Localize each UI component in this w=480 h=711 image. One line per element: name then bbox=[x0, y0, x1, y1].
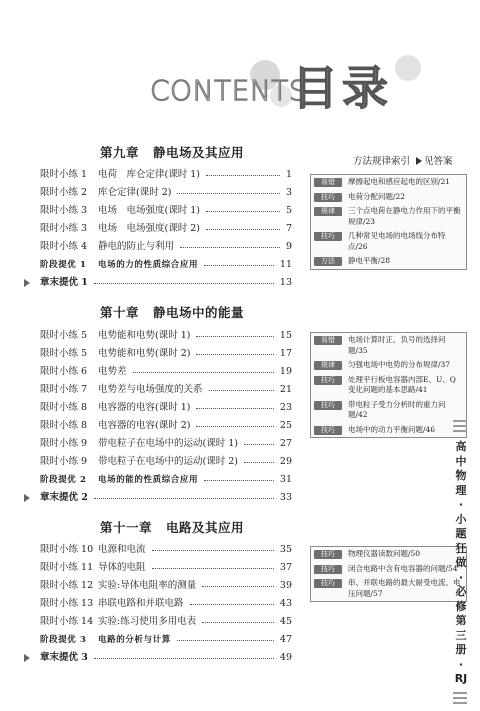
triangle-right-icon bbox=[24, 494, 30, 502]
toc-row-title: 电容器的电容(课时 1) bbox=[98, 402, 191, 413]
toc-row-title: 静电的防止与利用 bbox=[98, 241, 175, 252]
leader-dots bbox=[206, 175, 280, 176]
toc-row-title: 导体的电阻 bbox=[98, 562, 146, 573]
toc-row[interactable] bbox=[20, 363, 292, 381]
banner-char: 册 bbox=[455, 643, 467, 656]
toc-row-page: 7 bbox=[285, 223, 292, 234]
chapter-number: 第十章 bbox=[100, 305, 140, 320]
toc-row-page: 43 bbox=[279, 598, 292, 609]
banner-char: 小 bbox=[455, 512, 467, 526]
toc-row[interactable] bbox=[20, 327, 292, 345]
banner-char: 理 bbox=[455, 483, 467, 497]
banner-char: 修 bbox=[455, 599, 467, 613]
toc-row-title: 电源和电流 bbox=[98, 544, 146, 555]
leader-dots bbox=[244, 444, 274, 445]
method-item[interactable] bbox=[311, 398, 466, 423]
method-tag: 技巧 bbox=[314, 550, 342, 559]
toc-row-label: 章末提优 1 bbox=[40, 277, 88, 288]
leader-dots bbox=[152, 550, 274, 551]
chapter-heading bbox=[100, 303, 244, 321]
toc-row[interactable] bbox=[20, 577, 292, 595]
toc-row-page: 33 bbox=[279, 492, 292, 503]
toc-row-title: 电场 电场强度(课时 1) bbox=[98, 205, 200, 216]
method-item[interactable] bbox=[311, 254, 466, 269]
banner-char: · bbox=[458, 570, 464, 584]
method-item[interactable] bbox=[311, 333, 466, 358]
method-text: 电场计算时正、负号的选择问题/35 bbox=[348, 335, 446, 355]
banner-char: 狂 bbox=[455, 541, 467, 555]
method-item[interactable] bbox=[311, 175, 466, 190]
method-tag: 规律 bbox=[314, 361, 342, 370]
method-box bbox=[310, 174, 467, 270]
method-item[interactable] bbox=[311, 229, 466, 254]
method-tag: 技巧 bbox=[314, 401, 342, 410]
leader-dots bbox=[177, 640, 274, 641]
toc-row-title: 电荷 库仑定律(课时 1) bbox=[98, 169, 200, 180]
banner-char: 必 bbox=[455, 585, 467, 598]
chapter-heading bbox=[100, 518, 244, 536]
toc-row-title: 电场 电场强度(课时 2) bbox=[98, 223, 200, 234]
method-text: 电场中的动力平衡问题/46 bbox=[348, 424, 436, 434]
method-item[interactable] bbox=[311, 204, 466, 229]
method-tag: 方法 bbox=[314, 257, 342, 266]
method-tag: 易错 bbox=[314, 336, 342, 345]
toc-row-title: 库仑定律(课时 2) bbox=[98, 187, 172, 198]
method-text: 静电平衡/28 bbox=[348, 256, 391, 265]
banner-stripe bbox=[453, 697, 467, 699]
banner-stripe bbox=[453, 430, 467, 432]
method-text: 串、并联电路的最大耐受电流、电压问题/57 bbox=[348, 578, 461, 598]
toc-row-label: 限时小练 8 bbox=[40, 420, 88, 431]
toc-row-label: 限时小练 13 bbox=[40, 598, 94, 609]
decorative-blob bbox=[395, 55, 421, 81]
leader-dots bbox=[202, 586, 274, 587]
leader-dots bbox=[180, 247, 280, 248]
toc-row-page: 1 bbox=[285, 169, 292, 180]
contents-title-en: CONTENTS bbox=[150, 74, 308, 107]
leader-dots bbox=[177, 193, 280, 194]
leader-dots bbox=[196, 354, 274, 355]
leader-dots bbox=[190, 604, 274, 605]
toc-row-page: 25 bbox=[279, 420, 292, 431]
arrow-right-icon bbox=[416, 157, 422, 165]
toc-row[interactable] bbox=[20, 202, 292, 220]
toc-row-label: 限时小练 5 bbox=[40, 330, 88, 341]
toc-row[interactable] bbox=[20, 184, 292, 202]
method-tag: 技巧 bbox=[314, 579, 342, 588]
method-box bbox=[310, 332, 467, 438]
leader-dots bbox=[196, 336, 274, 337]
toc-row-page: 13 bbox=[279, 277, 292, 288]
method-text: 闭合电路中含有电容器的问题/54 bbox=[348, 563, 458, 573]
method-text: 匀强电场中电势的分布规律/37 bbox=[348, 360, 451, 369]
toc-row[interactable] bbox=[20, 559, 292, 577]
see-answers-label: 见答案 bbox=[424, 156, 453, 167]
toc-row-label: 限时小练 3 bbox=[40, 205, 88, 216]
method-item[interactable] bbox=[311, 576, 466, 601]
toc-row[interactable] bbox=[20, 489, 292, 507]
toc-row-label: 限时小练 2 bbox=[40, 187, 88, 198]
leader-dots bbox=[94, 658, 274, 659]
side-banner bbox=[452, 440, 470, 687]
leader-dots bbox=[244, 462, 274, 463]
method-text: 几种常见电场的电场线分布特点/26 bbox=[348, 231, 446, 251]
toc-row-title: 实验:导体电阻率的测量 bbox=[98, 580, 197, 591]
toc-row[interactable] bbox=[20, 345, 292, 363]
leader-dots bbox=[152, 568, 274, 569]
toc-row-page: 21 bbox=[279, 384, 292, 395]
toc-row-page: 29 bbox=[279, 456, 292, 467]
toc-row-title: 带电粒子在电场中的运动(课时 1) bbox=[98, 438, 238, 449]
toc-row-page: 49 bbox=[279, 652, 292, 663]
leader-dots bbox=[206, 229, 280, 230]
method-tag: 技巧 bbox=[314, 565, 342, 574]
toc-row-page: 35 bbox=[279, 544, 292, 555]
toc-row-page: 23 bbox=[279, 402, 292, 413]
chapter-heading bbox=[100, 143, 244, 161]
toc-row-label: 限时小练 5 bbox=[40, 348, 88, 359]
method-item[interactable] bbox=[311, 547, 466, 562]
toc-row[interactable] bbox=[20, 256, 292, 274]
triangle-right-icon bbox=[24, 654, 30, 662]
toc-row-page: 15 bbox=[279, 330, 292, 341]
toc-row-page: 3 bbox=[285, 187, 292, 198]
toc-row-title: 电势能和电势(课时 1) bbox=[98, 330, 191, 341]
toc-row-page: 17 bbox=[279, 348, 292, 359]
banner-char: · bbox=[458, 657, 464, 671]
toc-row-label: 限时小练 8 bbox=[40, 402, 88, 413]
method-box bbox=[310, 546, 467, 602]
toc-row-label: 限时小练 10 bbox=[40, 544, 94, 555]
banner-char: RJ bbox=[454, 672, 468, 685]
banner-char: · bbox=[458, 498, 464, 511]
leader-dots bbox=[94, 283, 274, 284]
method-tag: 技巧 bbox=[314, 232, 342, 241]
method-text: 三个点电荷在静电力作用下的平衡规律/23 bbox=[348, 206, 461, 226]
toc-row[interactable] bbox=[20, 613, 292, 631]
toc-row-title: 实验:练习使用多用电表 bbox=[98, 616, 197, 627]
banner-stripe bbox=[453, 420, 467, 422]
toc-row-page: 37 bbox=[279, 562, 292, 573]
toc-row-label: 限时小练 7 bbox=[40, 384, 88, 395]
banner-char: 中 bbox=[455, 454, 467, 468]
toc-row-label: 限时小练 9 bbox=[40, 456, 88, 467]
toc-row-title: 电路的分析与计算 bbox=[98, 635, 171, 645]
method-tag: 技巧 bbox=[314, 376, 342, 385]
toc-row-label: 阶段提优 2 bbox=[40, 475, 87, 485]
toc-row-label: 章末提优 3 bbox=[40, 652, 88, 663]
toc-row-title: 电势能和电势(课时 2) bbox=[98, 348, 191, 359]
leader-dots bbox=[206, 211, 280, 212]
toc-row-title: 电容器的电容(课时 2) bbox=[98, 420, 191, 431]
toc-row-page: 9 bbox=[285, 241, 292, 252]
toc-row-title: 电势差与电场强度的关系 bbox=[98, 384, 203, 395]
toc-row-page: 5 bbox=[285, 205, 292, 216]
toc-row-label: 限时小练 6 bbox=[40, 366, 88, 377]
toc-row-page: 31 bbox=[279, 474, 292, 485]
method-tag: 技巧 bbox=[314, 426, 342, 435]
leader-dots bbox=[94, 498, 274, 499]
toc-row-label: 限时小练 4 bbox=[40, 241, 88, 252]
leader-dots bbox=[209, 390, 274, 391]
toc-row[interactable] bbox=[20, 166, 292, 184]
method-item[interactable] bbox=[311, 358, 466, 373]
banner-stripe bbox=[453, 702, 467, 704]
toc-row[interactable] bbox=[20, 238, 292, 256]
toc-row-label: 章末提优 2 bbox=[40, 492, 88, 503]
toc-row-label: 阶段提优 3 bbox=[40, 635, 87, 645]
toc-row-title: 电场的力的性质综合应用 bbox=[98, 260, 199, 270]
banner-char: 做 bbox=[455, 556, 467, 569]
leader-dots bbox=[204, 480, 274, 481]
banner-char: 三 bbox=[455, 628, 467, 642]
toc-row-label: 限时小练 9 bbox=[40, 438, 88, 449]
method-tag: 技巧 bbox=[314, 193, 342, 202]
method-text: 处理平行板电容器内部E、U、Q变化问题的基本思路/41 bbox=[348, 374, 456, 394]
toc-row-label: 限时小练 1 bbox=[40, 169, 88, 180]
chapter-number: 第九章 bbox=[100, 145, 140, 160]
banner-stripe bbox=[453, 425, 467, 427]
toc-row-page: 39 bbox=[279, 580, 292, 591]
banner-stripe bbox=[453, 692, 467, 694]
method-tag: 易错 bbox=[314, 178, 342, 187]
method-tag: 规律 bbox=[314, 207, 342, 216]
toc-row[interactable] bbox=[20, 399, 292, 417]
chapter-title: 电路及其应用 bbox=[166, 520, 245, 535]
toc-row-page: 11 bbox=[279, 259, 292, 270]
method-item[interactable] bbox=[311, 190, 466, 205]
toc-row-page: 45 bbox=[279, 616, 292, 627]
toc-row-title: 带电粒子在电场中的运动(课时 2) bbox=[98, 456, 238, 467]
leader-dots bbox=[196, 426, 274, 427]
chapter-title: 静电场中的能量 bbox=[153, 305, 245, 320]
toc-row[interactable] bbox=[20, 381, 292, 399]
toc-row[interactable] bbox=[20, 435, 292, 453]
toc-row-label: 限时小练 14 bbox=[40, 616, 94, 627]
toc-row[interactable] bbox=[20, 274, 292, 292]
toc-row-label: 限时小练 11 bbox=[40, 562, 94, 573]
toc-row-page: 47 bbox=[279, 634, 292, 645]
banner-char: 物 bbox=[455, 469, 467, 482]
leader-dots bbox=[196, 408, 274, 409]
toc-row-page: 19 bbox=[279, 366, 292, 377]
banner-char: 第 bbox=[455, 614, 467, 627]
method-text: 摩擦起电和感应起电的区别/21 bbox=[348, 177, 451, 186]
banner-char: 高 bbox=[455, 440, 467, 453]
leader-dots bbox=[204, 265, 274, 266]
chapter-title: 静电场及其应用 bbox=[153, 145, 245, 160]
toc-row-label: 限时小练 3 bbox=[40, 223, 88, 234]
toc-row-label: 限时小练 12 bbox=[40, 580, 94, 591]
chapter-number: 第十一章 bbox=[100, 520, 153, 535]
toc-row[interactable] bbox=[20, 649, 292, 667]
toc-row[interactable] bbox=[20, 220, 292, 238]
toc-row[interactable] bbox=[20, 471, 292, 489]
toc-row[interactable] bbox=[20, 541, 292, 559]
triangle-right-icon bbox=[24, 279, 30, 287]
toc-row-page: 27 bbox=[279, 438, 292, 449]
method-text: 带电粒子受力分析时的重力问题/42 bbox=[348, 399, 446, 419]
method-index-header bbox=[353, 153, 453, 167]
leader-dots bbox=[202, 622, 274, 623]
toc-row[interactable] bbox=[20, 417, 292, 435]
toc-row-title: 串联电路和并联电路 bbox=[98, 598, 184, 609]
leader-dots bbox=[133, 372, 274, 373]
toc-row[interactable] bbox=[20, 453, 292, 471]
method-item[interactable] bbox=[311, 423, 466, 438]
method-item[interactable] bbox=[311, 373, 466, 398]
method-index-label: 方法规律索引 bbox=[353, 156, 411, 167]
toc-row-label: 阶段提优 1 bbox=[40, 260, 87, 270]
toc-row[interactable] bbox=[20, 631, 292, 649]
toc-row-title: 电势差 bbox=[98, 366, 127, 377]
method-text: 物理仪器读数问题/50 bbox=[348, 549, 421, 558]
toc-row[interactable] bbox=[20, 595, 292, 613]
banner-char: 题 bbox=[455, 527, 467, 540]
contents-title-cn: 目录 bbox=[292, 61, 392, 115]
method-item[interactable] bbox=[311, 562, 466, 577]
toc-row-title: 电场的能的性质综合应用 bbox=[98, 475, 199, 485]
method-text: 电荷分配问题/22 bbox=[348, 191, 406, 201]
